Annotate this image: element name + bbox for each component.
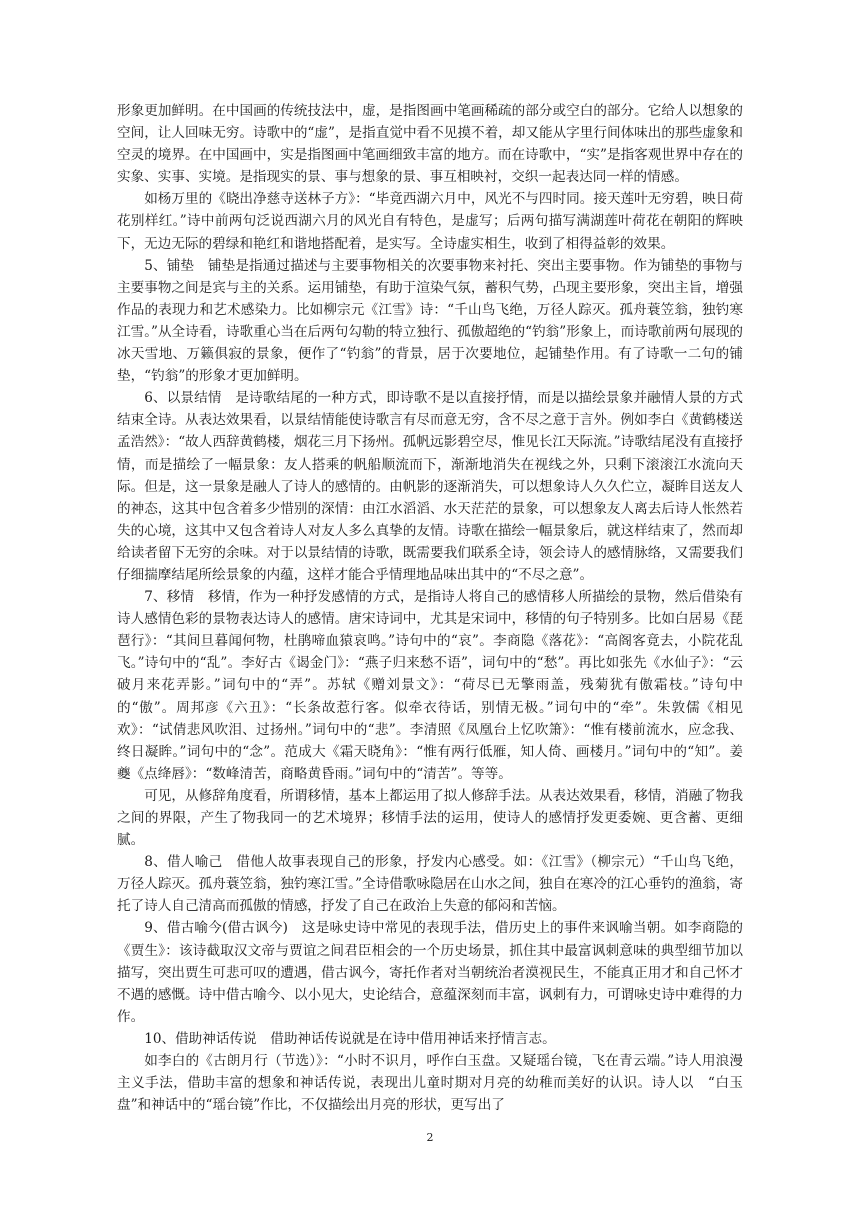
- paragraph-example-li-bai: 如李白的《古朗月行（节选）》：“小时不识月，呼作白玉盘。又疑瑶台镜，飞在青云端。”诗人用浪漫主义手法，借助丰富的想象和神话传说，表现出儿童时期对月亮的幼稚而美好的认识。诗人以 “白玉盘”和神话中的“瑶台镜”作比，不仅描绘出月亮的形状，更写出了: [117, 1053, 743, 1114]
- paragraph-technique-pudian: 5、铺垫 铺垫是指通过描述与主要事物相关的次要事物来衬托、突出主要事物。作为铺垫的事物与主要事物之间是宾与主的关系。运用铺垫，有助于渲染气氛，蓄积气势，凸现主要形象，突出主旨，增强作品的表现力和艺术感染力。比如柳宗元《江雪》诗：“千山鸟飞绝，万径人踪灭。孤舟蓑笠翁，独钓寒江雪。”从全诗看，诗歌重心当在后两句勾勒的特立独行、孤傲超绝的“钓翁”形象上，而诗歌前两句展现的冰天雪地、万籁俱寂的景象，便作了“钓翁”的背景，居于次要地位，起铺垫作用。有了诗歌一二句的铺垫，“钓翁”的形象才更加鲜明。: [117, 257, 743, 385]
- paragraph-continuation-xushi: 形象更加鲜明。在中国画的传统技法中，虚，是指图画中笔画稀疏的部分或空白的部分。它给人以想象的空间，让人回味无穷。诗歌中的“虚”，是指直觉中看不见摸不着，却又能从字里行间体味出的那些虚象和空灵的境界。在中国画中，实是指图画中笔画细致丰富的地方。而在诗歌中，“实”是指客观世界中存在的实象、实事、实境。是指现实的景、事与想象的景、事互相映衬，交织一起表达同一样的情感。: [117, 103, 743, 186]
- paragraph-technique-yijing-jieqing: 6、以景结情 是诗歌结尾的一种方式，即诗歌不是以直接抒情，而是以描绘景象并融情人景的方式结束全诗。从表达效果看，以景结情能使诗歌言有尽而意无穷，含不尽之意于言外。例如李白《黄鹤楼送孟浩然》：“故人西辞黄鹤楼，烟花三月下扬州。孤帆远影碧空尽，惟见长江天际流。”诗歌结尾没有直接抒情，而是描绘了一幅景象：友人搭乘的帆船顺流而下，渐渐地消失在视线之外，只剩下滚滚江水流向天际。但是，这一景象是融人了诗人的感情的。由帆影的逐渐消失，可以想象诗人久久伫立，凝眸目送友人的神态，这其中包含着多少惜别的深情：由江水滔滔、水天茫茫的景象，可以想象友人离去后诗人怅然若失的心境，这其中又包含着诗人对友人多么真挚的友情。诗歌在描绘一幅景象后，就这样结束了，然而却给读者留下无穷的余味。对于以景结情的诗歌，既需要我们联系全诗，领会诗人的感情脉络，又需要我们仔细揣摩结尾所绘景象的内蕴，这样才能合乎情理地品味出其中的“不尽之意”。: [117, 390, 743, 583]
- document-body: [117, 100, 743, 1116]
- paragraph-example-yang-wanli: 如杨万里的《晓出净慈寺送林子方》：“毕竟西湖六月中，风光不与四时同。接天莲叶无穷碧，映日荷花别样红。”诗中前两句泛说西湖六月的风光自有特色，是虚写；后两句描写满湖莲叶荷花在朝阳的辉映下，无边无际的碧绿和艳红和谐地搭配着，是实写。全诗虚实相生，收到了相得益彰的效果。: [117, 191, 743, 252]
- paragraph-yiqing-summary: 可见，从修辞角度看，所谓移情，基本上都运用了拟人修辞手法。从表达效果看，移情，消融了物我之间的界限，产生了物我同一的艺术境界；移情手法的运用，使诗人的感情抒发更委婉、更含蓄、更细腻。: [117, 787, 743, 849]
- paragraph-technique-yiqing: 7、移情 移情，作为一种抒发感情的方式，是指诗人将自己的感情移人所描绘的景物，然后借染有诗人感情色彩的景物表达诗人的感情。唐宋诗词中，尤其是宋词中，移情的句子特别多。比如白居易《琵琶行》：“其间旦暮闻何物，杜鹃啼血猿哀鸣。”诗句中的“哀”。李商隐《落花》：“高阁客竟去，小院花乱飞。”诗句中的“乱”。李好古《谒金门》：“燕子归来愁不语”，词句中的“愁”。再比如张先《水仙子》：“云破月来花弄影。”词句中的“弄”。苏轼《赠刘景文》：“荷尽已无擎雨盖，残菊犹有傲霜枝。”诗句中的“傲”。周邦彦《六丑》：“长条故惹行客。似牵衣待话，别情无极。”词句中的“牵”。朱敦儒《相见欢》：“试倩悲风吹泪、过扬州。”词句中的“悲”。李清照《凤凰台上忆吹箫》：“惟有楼前流水，应念我、终日凝眸。”词句中的“念”。范成大《霜天晓角》：“惟有两行低雁，知人倚、画楼月。”词句中的“知”。姜夔《点绛唇》：“数峰清苦，商略黄昏雨。”词句中的“清苦”。等等。: [117, 589, 743, 782]
- paragraph-technique-jiegu-yujin: 9、借古喻今(借古讽今) 这是咏史诗中常见的表现手法，借历史上的事件来讽喻当朝。如李商隐的《贾生》：该诗截取汉文帝与贾谊之间君臣相会的一个历史场景，抓住其中最富讽刺意味的典型细节加以描写，突出贾生可悲可叹的遭遇，借古讽今，寄托作者对当朝统治者漠视民生，不能真正用才和自己怀才不遇的感慨。诗中借古喻今、以小见大，史论结合，意蕴深刻而丰富，讽刺有力，可谓咏史诗中难得的力作。: [117, 920, 743, 1025]
- page-number: 2: [426, 1131, 434, 1144]
- paragraph-technique-shenhua-chuanshuo: 10、借助神话传说 借助神话传说就是在诗中借用神话来抒情言志。: [144, 1030, 556, 1047]
- paragraph-technique-jieren-yuji: 8、借人喻己 借他人故事表现自己的形象，抒发内心感受。如：《江雪》（柳宗元）“千山鸟飞绝，万径人踪灭。孤舟蓑笠翁，独钓寒江雪。”全诗借歌咏隐居在山水之间，独自在寒冷的江心垂钓的渔翁，寄托了诗人自己清高而孤傲的情感，抒发了自己在政治上失意的郁闷和苦恼。: [117, 854, 743, 915]
